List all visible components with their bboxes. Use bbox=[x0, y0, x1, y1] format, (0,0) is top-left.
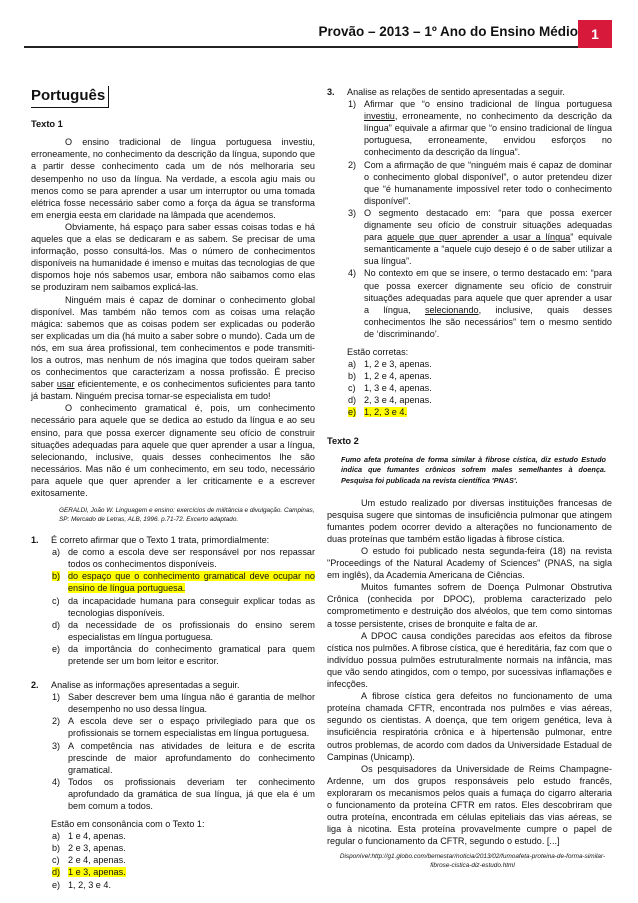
option-text: da necessidade de os profissionais do ensino serem especialistas em língua portuguesa. bbox=[68, 619, 315, 642]
statement-label: 1) bbox=[52, 692, 61, 703]
option-label: c) bbox=[52, 595, 60, 606]
option-text: 1, 2 e 4, apenas. bbox=[364, 371, 432, 382]
texto-2-source-link[interactable]: Disponível:http://g1.globo.com/bemestar/noticia/2013/02/fumoafeta-proteina-de-forma-similar-fibrose-cistica-diz-estudo.html bbox=[339, 853, 606, 870]
statement-item bbox=[51, 740, 315, 776]
texto-1-paragraph: O conhecimento gramatical é, pois, um conhecimento necessário para aquele que se dedica ao estudo da língua e ao seu ensino, para que possa exercer dignamente seu ofício de construir situações adequadas para aquele que quer aprender a usar a língua, selecionando, inclusive, quais desses conhecimentos lhe são necessários. Mas não é um conhecimento, em seu todo, necessário para aquele que quer aprender a ler criticamente e a escrever exitosamente. bbox=[31, 403, 315, 499]
answer-option-highlighted[interactable] bbox=[51, 866, 315, 878]
option-text: 2 e 4, apenas. bbox=[68, 855, 126, 866]
subject-title: Português bbox=[31, 86, 109, 108]
answer-option[interactable] bbox=[51, 619, 315, 643]
option-text: 2, 3 e 4, apenas. bbox=[364, 395, 432, 406]
question-stem: É correto afirmar que o Texto 1 trata, primordialmente: bbox=[51, 535, 270, 546]
answer-option[interactable] bbox=[51, 842, 315, 854]
underlined-segment: aquele que quer aprender a usar a língua bbox=[387, 232, 571, 243]
texto-2-paragraph: Um estudo realizado por diversas instituições francesas de pesquisa sugere que sintomas de insuficiência pulmonar que atingem fumantes podem ocorrer devido a alterações no funcionamento de duas proteínas que também estão ligadas à fibrose cística. bbox=[327, 497, 612, 544]
option-label: d) bbox=[52, 867, 61, 878]
statement-label: 3) bbox=[348, 207, 357, 218]
answer-option[interactable] bbox=[347, 394, 612, 406]
question-2 bbox=[31, 679, 315, 891]
texto-2-paragraph: A fibrose cística gera defeitos no funcionamento de uma proteína chamada CFTR, encontrada nos pulmões e vias aéreas, segundo os cientistas. A doença, que tem origem genética, leva à insuficiência respiratória crônica e à hipertensão pulmonar, entre outros problemas, de acordo com dados da Universidade Estadual de Campinas (Unicamp). bbox=[327, 691, 612, 762]
option-label: a) bbox=[52, 547, 61, 558]
question-number: 3. bbox=[327, 87, 335, 97]
statement-label: 3) bbox=[52, 740, 61, 751]
right-column bbox=[327, 86, 612, 871]
answer-option[interactable] bbox=[347, 358, 612, 370]
option-label: a) bbox=[348, 359, 357, 370]
statement-item bbox=[51, 691, 315, 715]
option-label: b) bbox=[348, 371, 357, 382]
statement-item bbox=[347, 98, 612, 158]
texto-1-paragraph bbox=[31, 294, 315, 403]
statement-text-part: O segmento destacado em: “para que possa exercer dignamente seu ofício de construir situações adequadas para bbox=[364, 207, 612, 243]
paragraph-text: Ninguém mais é capaz de dominar o conhecimento global disponível. Mas também não temos com as coisas uma relação mágica: sabemos que as coisas podem ser explicadas ou poderão ser explicadas um dia (há muito a saber sobre o mundo). Cada um de nós, em sua área profissional, tem conhecimentos e pode transmiti-los a outros, mas nenhum de nós imagina que todos queiram saber os conhecimentos que caracterizam a nossa profissão. É preciso saber bbox=[31, 294, 315, 390]
option-text: 1, 3 e 4, apenas. bbox=[364, 383, 432, 394]
statement-text bbox=[364, 267, 612, 340]
statement-text: A escola deve ser o espaço privilegiado para que os profissionais se tornem especialistas em língua portuguesa. bbox=[68, 716, 315, 739]
left-column bbox=[31, 82, 315, 891]
header-title: Provão – 2013 – 1º Ano do Ensino Médio bbox=[318, 24, 578, 39]
question-body bbox=[51, 679, 315, 891]
texto-2-paragraph: Os pesquisadores da Universidade de Reims Champagne-Ardenne, um dos grupos responsáveis pelo estudo francês, exploraram os mecanismos pelos quais a fumaça do cigarro alteraria o funcionamento da proteína CFTR em ratos. Eles descobriram que outra proteína, encontrada em células epiteliais das vias aéreas, se liga à nicotina. Esta proteína provavelmente cumpre o papel de regular o funcionamento da CFTR, segundo o estudo. [...] bbox=[327, 763, 612, 847]
answer-option[interactable] bbox=[347, 370, 612, 382]
question-3 bbox=[327, 86, 612, 419]
statement-label: 2) bbox=[348, 159, 357, 170]
option-label: a) bbox=[52, 831, 61, 842]
option-text: 1 e 3, apenas. bbox=[68, 867, 126, 878]
answer-option[interactable] bbox=[51, 879, 315, 891]
statement-label: 4) bbox=[52, 776, 61, 787]
texto-1-title: Texto 1 bbox=[31, 118, 63, 129]
answer-option-highlighted[interactable] bbox=[347, 406, 612, 418]
option-label: c) bbox=[52, 855, 60, 866]
option-text: da importância do conhecimento gramatical para quem pretende ser um bom leitor e escritor. bbox=[68, 643, 315, 666]
question-stem: Analise as relações de sentido apresentadas a seguir. bbox=[347, 87, 565, 97]
question-body bbox=[347, 86, 612, 419]
texto-2-paragraph: A DPOC causa condições parecidas aos efeitos da fibrose cística nos pulmões. A fibrose cística, que é hereditária, faz com que o indivíduo possua pulmões estruturalmente normais na infância, mas que vão sendo atingidos, com o tempo, por sucessivas inflamações e infecções. bbox=[327, 630, 612, 690]
options-lead: Estão corretas: bbox=[347, 346, 409, 357]
statement-item bbox=[51, 776, 315, 812]
statement-label: 2) bbox=[52, 716, 61, 727]
question-body bbox=[51, 534, 315, 667]
page-header bbox=[0, 20, 638, 50]
statement-text-part: No contexto em que se insere, o termo destacado em: “para que possa exercer dignamente seu ofício de construir situações adequadas para aquele que quer aprender a usar a língua, bbox=[364, 268, 612, 315]
statement-text: Todos os profissionais deveriam ter conhecimento aprofundado da gramática de sua língua, já que ela é um bem comum a todos. bbox=[68, 776, 315, 812]
header-rule bbox=[24, 46, 594, 48]
texto-1-source: GERALDI, João W. Linguagem e ensino: exercícios de militância e divulgação. Campinas, SP: Mercado de Letras, ALB, 1996. p.71-72. Excerto adaptado. bbox=[59, 507, 315, 524]
underlined-word: usar bbox=[56, 379, 75, 390]
statement-text: Com a afirmação de que “ninguém mais é capaz de dominar o conhecimento global disponível”, o autor pretendeu dizer que “é humanamente impossível reter todo o conhecimento disponível”. bbox=[364, 159, 612, 206]
texto-1-paragraph: O ensino tradicional de língua portuguesa investiu, erroneamente, no conhecimento da descrição da língua, supondo que a partir desse conhecimento cada um de nós melhoraria seu desempenho no uso da língua. Na verdade, a escola agiu mais ou menos como se para aprender a usar um interruptor ou uma tomada elétrica fosse necessário saber como a força da água se transforma em energia eesta em claridade na lâmpada que acendemos. bbox=[31, 137, 315, 220]
option-label: e) bbox=[52, 643, 61, 654]
statement-text: Saber descrever bem uma língua não é garantia de melhor desempenho no uso dessa língua. bbox=[68, 692, 315, 715]
statement-text-part: , erroneamente, no conhecimento da descrição da língua” equivale a afirmar que “o ensino tradicional de língua portuguesa, erroneamente, envidou esforços no conhecimento da descrição da língua”. bbox=[364, 111, 612, 158]
option-text: 1 e 4, apenas. bbox=[68, 831, 126, 842]
statement-item bbox=[51, 715, 315, 739]
texto-2-title: Texto 2 bbox=[327, 435, 359, 446]
statement-text-part: Afirmar que “o ensino tradicional de língua portuguesa bbox=[364, 99, 612, 110]
question-stem: Analise as informações apresentadas a seguir. bbox=[51, 680, 240, 691]
option-label: d) bbox=[348, 395, 357, 406]
question-1 bbox=[31, 534, 315, 667]
option-text: do espaço que o conhecimento gramatical deve ocupar no ensino de língua portuguesa. bbox=[68, 571, 315, 594]
option-text: da incapacidade humana para conseguir explicar todas as tecnologias disponíveis. bbox=[68, 595, 315, 618]
option-label: c) bbox=[348, 383, 356, 394]
option-label: e) bbox=[52, 879, 61, 890]
answer-option[interactable] bbox=[51, 643, 315, 667]
underlined-word: selecionando bbox=[424, 304, 479, 315]
option-text: 1, 2 e 3, apenas. bbox=[364, 359, 432, 370]
option-text: 1, 2, 3 e 4. bbox=[68, 879, 111, 890]
statement-text: A competência nas atividades de leitura e de escrita prescinde de maior aprofundamento do conhecimento gramatical. bbox=[68, 740, 315, 775]
answer-option[interactable] bbox=[51, 546, 315, 570]
texto-2-paragraph: Muitos fumantes sofrem de Doença Pulmonar Obstrutiva Crônica (conhecida por DPOC), problema caracterizado pelo comprometimento e destruição dos alvéolos, que tem como sintomas a tosse persistente, crises de bronquite e falta de ar. bbox=[327, 582, 612, 629]
answer-option[interactable] bbox=[51, 595, 315, 619]
statement-item bbox=[347, 159, 612, 207]
statement-text bbox=[364, 207, 612, 267]
option-text: 1, 2, 3 e 4. bbox=[364, 407, 407, 418]
option-text: 2 e 3, apenas. bbox=[68, 843, 126, 854]
statement-text bbox=[364, 98, 612, 158]
statement-label: 4) bbox=[348, 268, 357, 279]
option-label: b) bbox=[52, 571, 61, 582]
underlined-word: investiu bbox=[364, 111, 395, 122]
texto-1-paragraph: Obviamente, há espaço para saber essas coisas todas e há aqueles que a elas se dedicaram e as sabem. Se precisar de uma informação, posso consultá-los. Mas o número de conhecimentos disponíveis na humanidade é imenso e muitas das tecnologias de que dispomos hoje nós sabemos usar, embora não saibamos como elas se produziram nem saibamos explicá-las. bbox=[31, 221, 315, 293]
statement-item bbox=[347, 267, 612, 340]
option-label: d) bbox=[52, 619, 61, 630]
question-number: 2. bbox=[31, 680, 39, 691]
statement-text-part: , inclusive, quais desses conhecimentos lhe são necessários” tem o mesmo sentido de ‘discriminando’. bbox=[364, 304, 612, 339]
answer-option[interactable] bbox=[347, 382, 612, 394]
option-label: b) bbox=[52, 843, 61, 854]
option-text: de como a escola deve ser responsável por nos repassar todos os conhecimentos disponíveis. bbox=[68, 547, 315, 570]
options-lead: Estão em consonância com o Texto 1: bbox=[51, 819, 205, 830]
page-number-badge: 1 bbox=[578, 20, 612, 48]
answer-option-highlighted[interactable] bbox=[51, 570, 315, 594]
question-number: 1. bbox=[31, 535, 39, 546]
texto-2-abstract: Fumo afeta proteína de forma similar à fibrose cística, diz estudo Estudo indica que fumantes crônicos sofrem males semelhantes à doença. Pesquisa foi publicada na revista científica 'PNAS'. bbox=[341, 454, 606, 486]
statement-label: 1) bbox=[348, 99, 357, 110]
statement-item bbox=[347, 207, 612, 267]
texto-2-paragraph: O estudo foi publicado nesta segunda-feira (18) na revista "Proceedings of the Natural Academy of Sciences" (PNAS, na sigla em inglês), da Academia Americana de Ciências. bbox=[327, 546, 612, 581]
statement-text-part: ” equivale semanticamente a “aquele cujo desejo é o de saber utilizar a sua língua”. bbox=[364, 232, 613, 267]
answer-option[interactable] bbox=[51, 854, 315, 866]
answer-option[interactable] bbox=[51, 830, 315, 842]
option-label: e) bbox=[348, 407, 357, 418]
paragraph-text: eficientemente, e os conhecimentos suficientes para tanto já bastam. Ninguém precisa tornar-se especialista em tudo! bbox=[31, 379, 316, 402]
